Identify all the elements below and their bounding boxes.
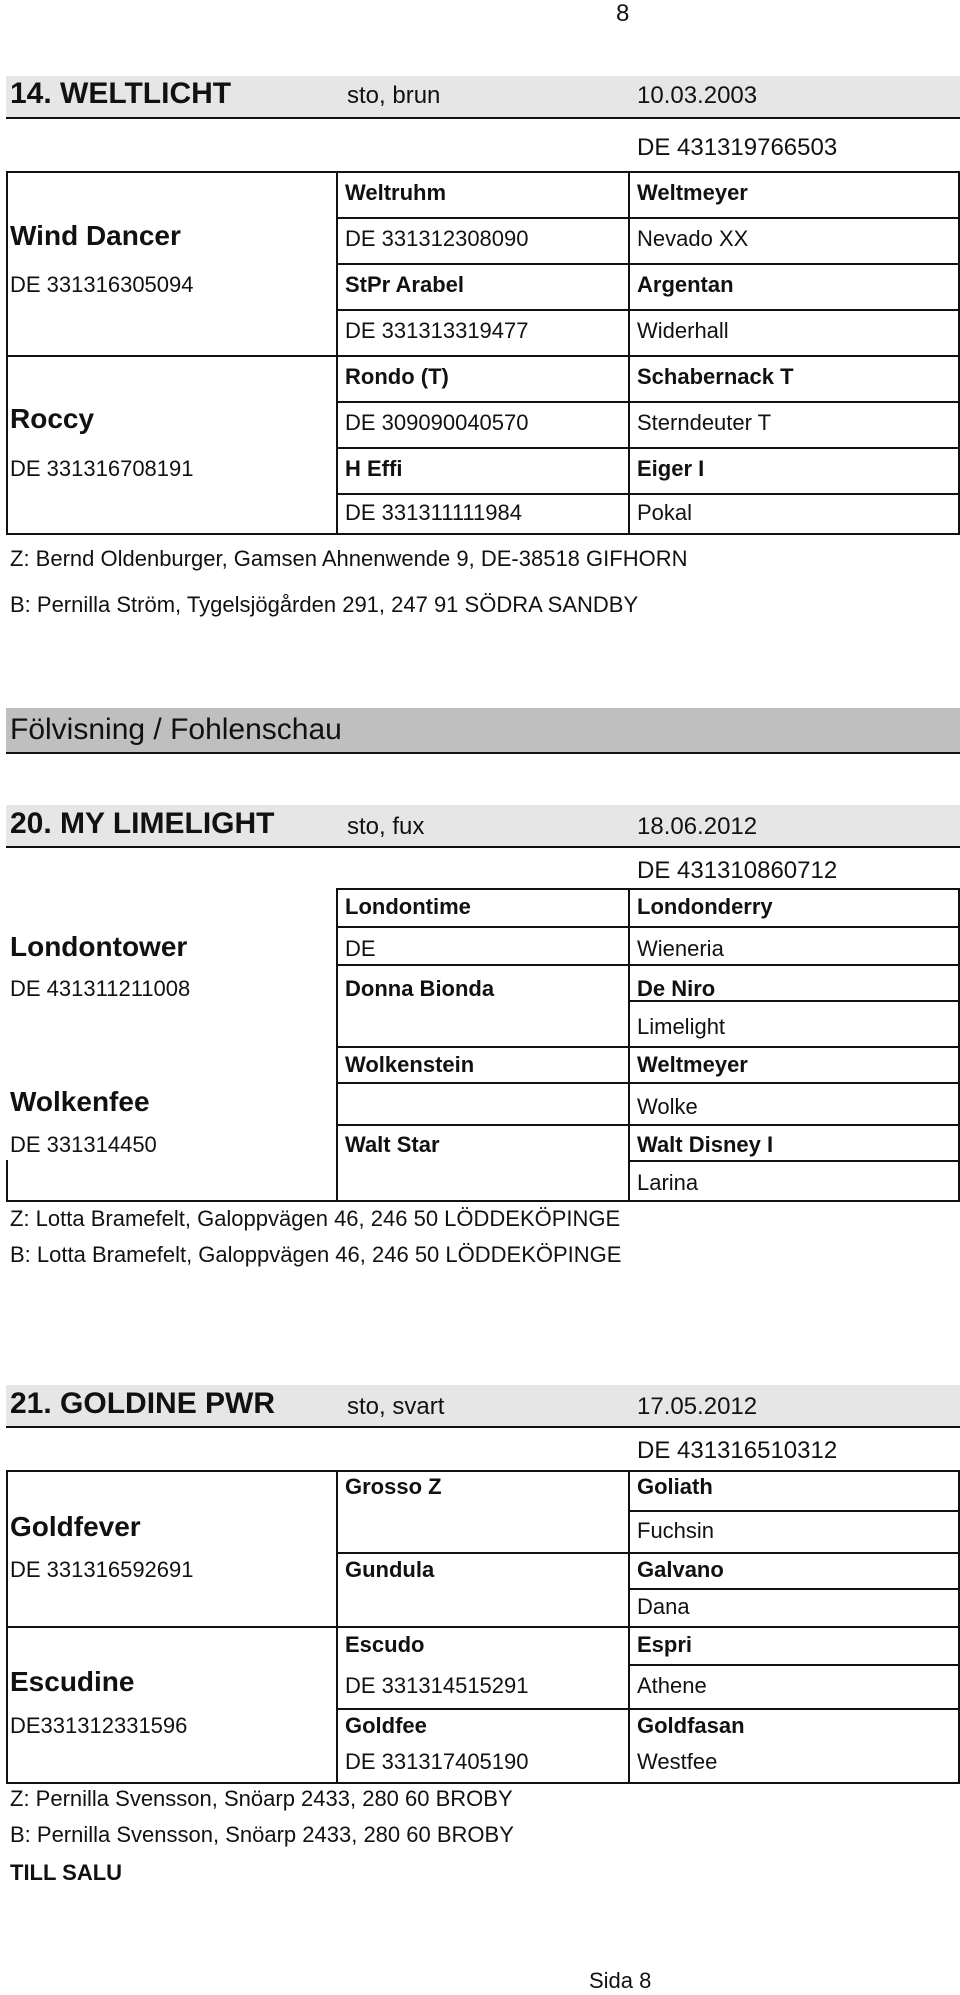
great-grandparent: De Niro — [637, 976, 716, 1001]
entry-sex-color: sto, svart — [347, 1393, 445, 1420]
granddam-dam: H Effi — [345, 456, 403, 481]
granddam-sire: Gundula — [345, 1557, 435, 1582]
sire-name: Wind Dancer — [10, 220, 181, 251]
great-grandparent: Weltmeyer — [637, 180, 748, 205]
owner-line: B: Lotta Bramefelt, Galoppvägen 46, 246 50 LÖDDEKÖPINGE — [10, 1242, 622, 1267]
dam-reg: DE 331314450 — [10, 1132, 157, 1157]
owner-line: B: Pernilla Ström, Tygelsjögården 291, 247 91 SÖDRA SANDBY — [10, 592, 639, 617]
breeder-line: Z: Bernd Oldenburger, Gamsen Ahnenwende 9, DE-38518 GIFHORN — [10, 546, 688, 571]
dam-name: Wolkenfee — [10, 1086, 150, 1117]
breeder-line: Z: Lotta Bramefelt, Galoppvägen 46, 246 50 LÖDDEKÖPINGE — [10, 1206, 621, 1231]
sire-name: Goldfever — [10, 1511, 141, 1542]
entry-date: 18.06.2012 — [637, 813, 758, 840]
dam-name: Roccy — [10, 403, 95, 434]
great-grandparent: Goldfasan — [637, 1713, 745, 1738]
great-grandparent: Wolke — [637, 1094, 698, 1119]
granddam-dam: Goldfee — [345, 1713, 427, 1738]
sire-name: Londontower — [10, 931, 188, 962]
grandsire-sire-reg: DE 331312308090 — [345, 226, 529, 251]
grandsire-dam-reg: DE 331314515291 — [345, 1673, 529, 1698]
great-grandparent: Dana — [637, 1594, 690, 1619]
dam-reg: DE 331316708191 — [10, 456, 194, 481]
great-grandparent: Schabernack T — [637, 364, 794, 389]
granddam-sire: StPr Arabel — [345, 272, 465, 297]
entry-title: 20. MY LIMELIGHT — [10, 807, 275, 840]
great-grandparent: Fuchsin — [637, 1518, 715, 1543]
entry-reg: DE 431319766503 — [637, 134, 838, 161]
grandsire-dam-reg: DE 309090040570 — [345, 410, 529, 435]
entry-reg: DE 431316510312 — [637, 1437, 838, 1464]
great-grandparent: Londonderry — [637, 894, 773, 919]
entry-date: 10.03.2003 — [637, 82, 758, 109]
great-grandparent: Goliath — [637, 1474, 713, 1499]
entry-title: 21. GOLDINE PWR — [10, 1387, 276, 1420]
great-grandparent: Athene — [637, 1673, 707, 1698]
sire-reg: DE 331316305094 — [10, 272, 194, 297]
breeder-line: Z: Pernilla Svensson, Snöarp 2433, 280 60 BROBY — [10, 1786, 513, 1811]
sire-reg: DE 431311211008 — [10, 976, 191, 1001]
great-grandparent: Walt Disney I — [637, 1132, 774, 1157]
grandsire-sire: Grosso Z — [345, 1474, 442, 1499]
great-grandparent: Westfee — [637, 1749, 718, 1774]
grandsire-dam: Escudo — [345, 1632, 425, 1657]
great-grandparent: Espri — [637, 1632, 693, 1657]
great-grandparent: Sterndeuter T — [637, 410, 772, 435]
sire-reg: DE 331316592691 — [10, 1557, 194, 1582]
dam-reg: DE331312331596 — [10, 1713, 188, 1738]
grandsire-dam: Wolkenstein — [345, 1052, 475, 1077]
entry-sex-color: sto, brun — [347, 82, 441, 109]
great-grandparent: Limelight — [637, 1014, 726, 1039]
great-grandparent: Weltmeyer — [637, 1052, 748, 1077]
entry-sex-color: sto, fux — [347, 813, 425, 840]
great-grandparent: Eiger I — [637, 456, 705, 481]
page-footer: Sida 8 — [589, 1968, 652, 1993]
page-number-top: 8 — [616, 0, 630, 27]
great-grandparent: Argentan — [637, 272, 734, 297]
great-grandparent: Pokal — [637, 500, 693, 525]
owner-line: B: Pernilla Svensson, Snöarp 2433, 280 60 BROBY — [10, 1822, 514, 1847]
entry-date: 17.05.2012 — [637, 1393, 758, 1420]
entry-reg: DE 431310860712 — [637, 857, 838, 884]
grandsire-sire: Weltruhm — [345, 180, 447, 205]
grandsire-sire: Londontime — [345, 894, 471, 919]
great-grandparent: Galvano — [637, 1557, 724, 1582]
granddam-dam: Walt Star — [345, 1132, 440, 1157]
great-grandparent: Widerhall — [637, 318, 729, 343]
section-banner-title: Fölvisning / Fohlenschau — [10, 713, 342, 746]
granddam-sire: Donna Bionda — [345, 976, 495, 1001]
granddam-dam-reg: DE 331311111984 — [345, 500, 522, 525]
granddam-sire-reg: DE 331313319477 — [345, 318, 529, 343]
great-grandparent: Nevado XX — [637, 226, 749, 251]
dam-name: Escudine — [10, 1666, 135, 1697]
grandsire-dam: Rondo (T) — [345, 364, 449, 389]
great-grandparent: Wieneria — [637, 936, 724, 961]
great-grandparent: Larina — [637, 1170, 699, 1195]
granddam-dam-reg: DE 331317405190 — [345, 1749, 529, 1774]
entry-title: 14. WELTLICHT — [10, 77, 232, 110]
grandsire-sire-reg: DE — [345, 936, 376, 961]
for-sale-note: TILL SALU — [10, 1860, 123, 1885]
